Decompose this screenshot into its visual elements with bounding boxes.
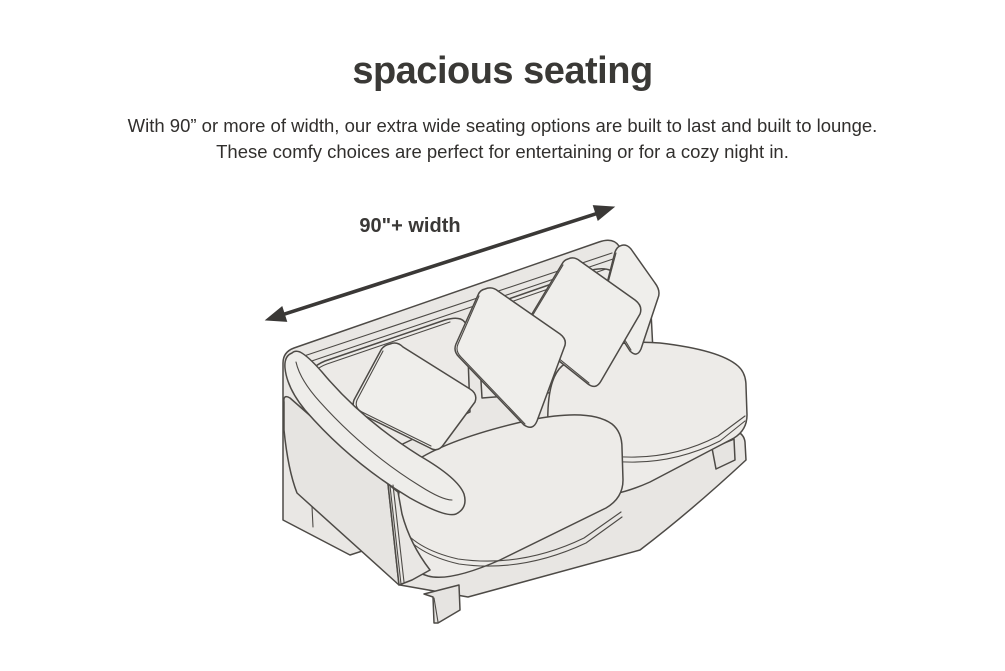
- description-line-1: With 90” or more of width, our extra wide seating options are built to last and built to lounge.: [127, 115, 878, 136]
- page-title: spacious seating: [352, 50, 653, 92]
- description-line-2: These comfy choices are perfect for entertaining or for a cozy night in.: [216, 141, 789, 162]
- dimension-label: 90"+ width: [359, 215, 461, 237]
- sofa-illustration-icon: [283, 240, 747, 623]
